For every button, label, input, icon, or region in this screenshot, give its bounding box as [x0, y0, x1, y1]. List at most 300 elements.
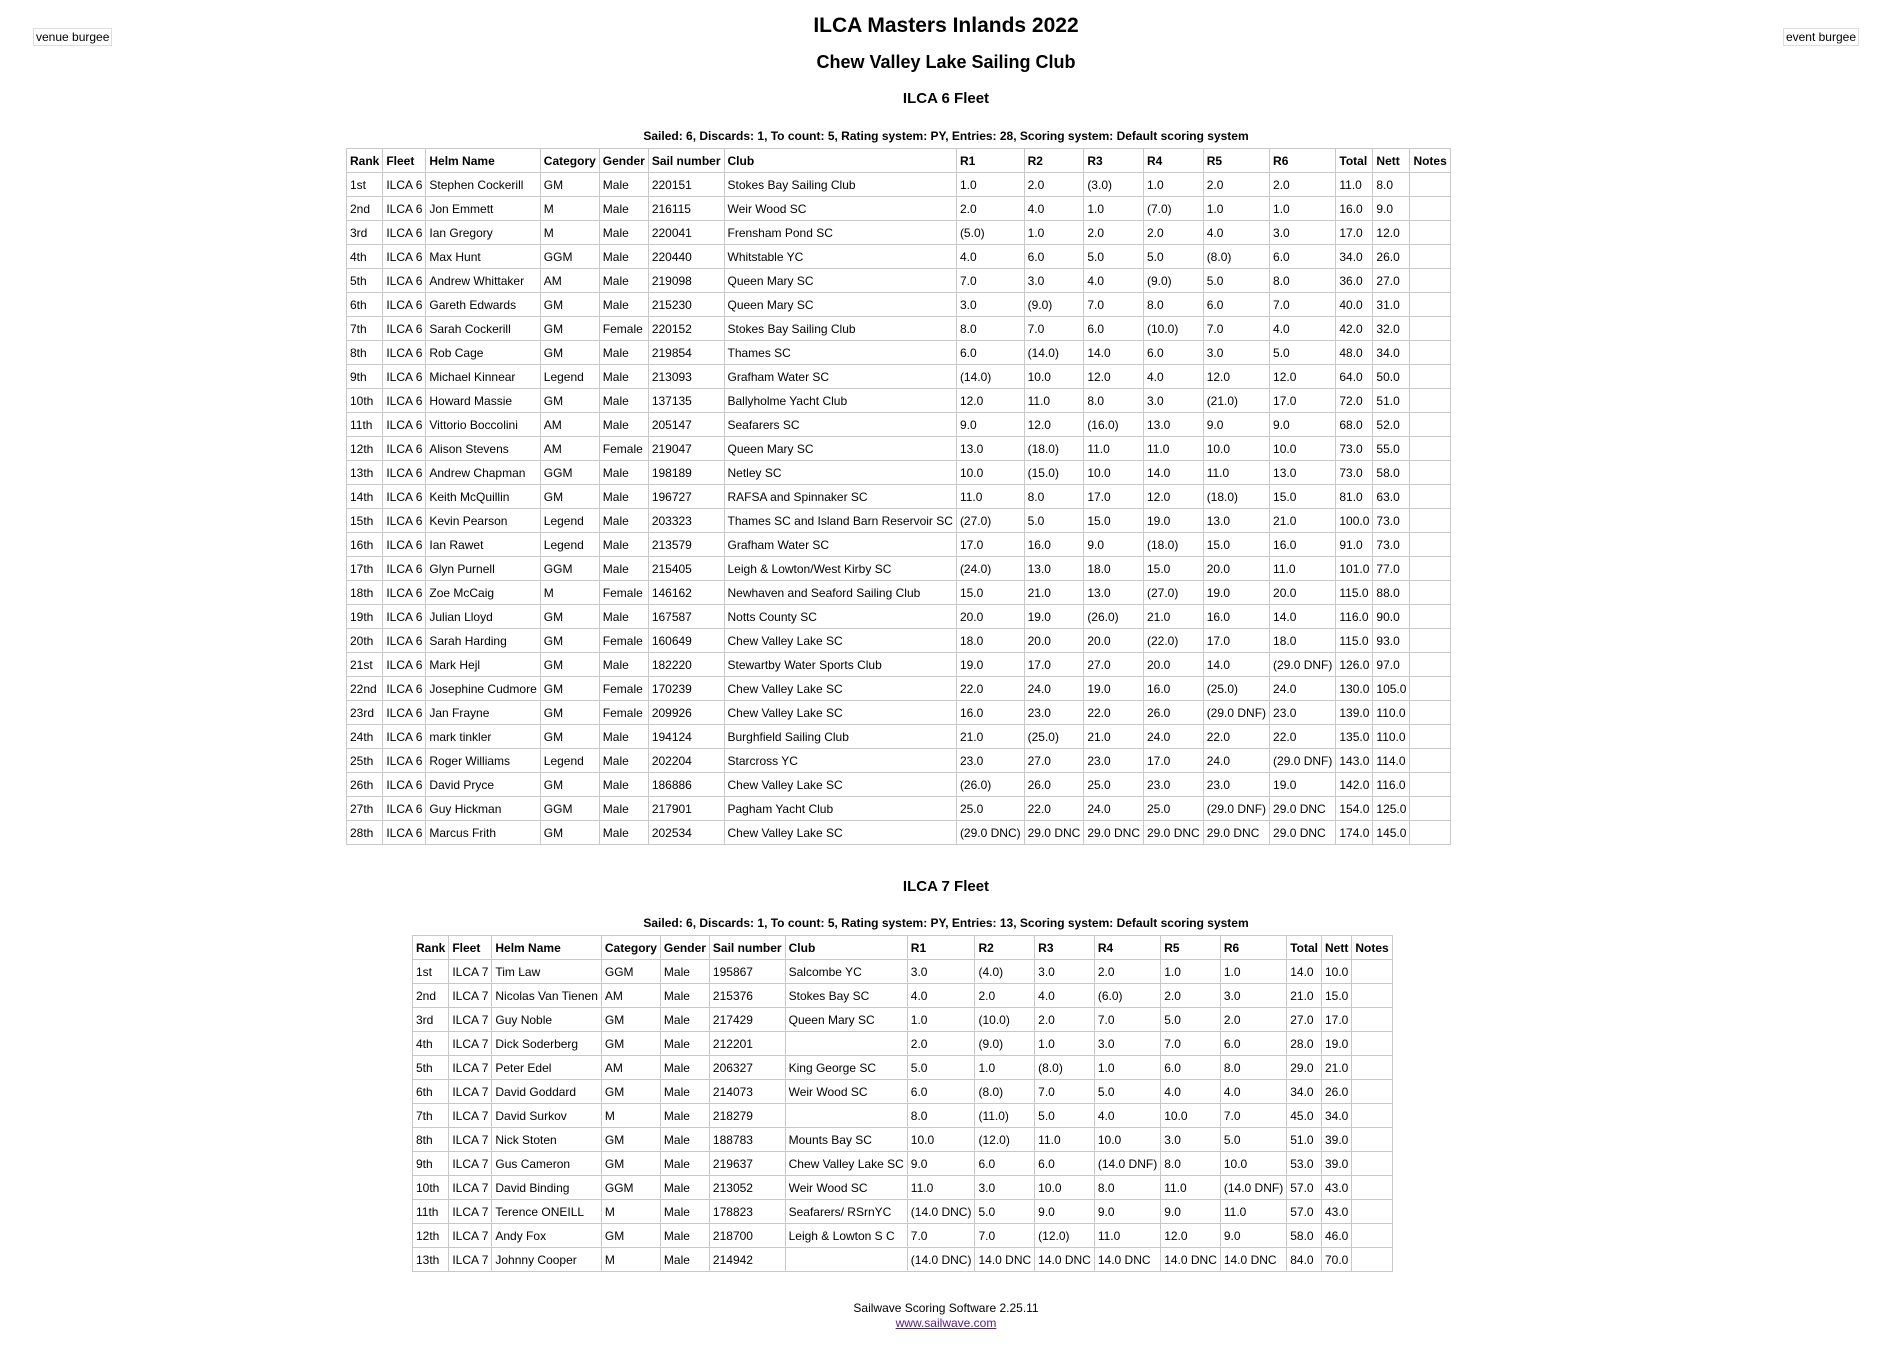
table-cell: 11.0: [1084, 437, 1144, 461]
table-cell: Male: [660, 1152, 709, 1176]
table-cell: Roger Williams: [426, 749, 540, 773]
table-cell: 2.0: [1270, 173, 1336, 197]
table-cell: Stokes Bay Sailing Club: [724, 317, 956, 341]
table-cell: Male: [599, 485, 648, 509]
table-row: [347, 485, 1451, 509]
table-cell: (11.0): [975, 1104, 1035, 1128]
table-cell: 219854: [648, 341, 724, 365]
table-cell: 9.0: [1035, 1200, 1095, 1224]
table-cell: [1410, 749, 1450, 773]
table-cell: 10th: [347, 389, 383, 413]
table-cell: 7th: [413, 1104, 449, 1128]
table-cell: 48.0: [1336, 341, 1373, 365]
table-cell: 11.0: [1203, 461, 1269, 485]
table-cell: Grafham Water SC: [724, 533, 956, 557]
table-cell: Alison Stevens: [426, 437, 540, 461]
table-cell: AM: [540, 413, 599, 437]
footer-software: Sailwave Scoring Software 2.25.11: [853, 1301, 1039, 1315]
table-cell: 21.0: [1270, 509, 1336, 533]
table-cell: 8.0: [956, 317, 1024, 341]
table-cell: 18.0: [1270, 629, 1336, 653]
table-cell: Male: [599, 605, 648, 629]
table-cell: GGM: [540, 461, 599, 485]
table-cell: Notts County SC: [724, 605, 956, 629]
table-cell: (26.0): [1084, 605, 1144, 629]
table-cell: 19.0: [1144, 509, 1204, 533]
table-cell: Ian Gregory: [426, 221, 540, 245]
table-cell: (29.0 DNF): [1203, 797, 1269, 821]
table-cell: 22.0: [1270, 725, 1336, 749]
table-cell: GM: [540, 173, 599, 197]
table-cell: (29.0 DNF): [1270, 749, 1336, 773]
sailwave-link[interactable]: www.sailwave.com: [895, 1316, 997, 1330]
table-cell: 84.0: [1287, 1248, 1322, 1272]
table-cell: Male: [599, 533, 648, 557]
fleet7-title: ILCA 7 Fleet: [902, 878, 990, 895]
table-cell: 24.0: [1084, 797, 1144, 821]
table-cell: 130.0: [1336, 677, 1373, 701]
table-cell: Male: [599, 269, 648, 293]
table-cell: Female: [599, 437, 648, 461]
table-cell: 7.0: [975, 1224, 1035, 1248]
table-cell: 1.0: [975, 1056, 1035, 1080]
table-cell: ILCA 6: [383, 821, 426, 845]
table-row: [347, 365, 1451, 389]
table-cell: 11.0: [1035, 1128, 1095, 1152]
table-cell: (18.0): [1024, 437, 1084, 461]
table-cell: 12.0: [1203, 365, 1269, 389]
table-cell: Terence ONEILL: [492, 1200, 602, 1224]
table-cell: Male: [599, 245, 648, 269]
table-cell: [1410, 437, 1450, 461]
table-cell: 6.0: [1203, 293, 1269, 317]
table-cell: ILCA 6: [383, 557, 426, 581]
table-cell: Thames SC: [724, 341, 956, 365]
table-cell: Queen Mary SC: [724, 269, 956, 293]
column-header: R4: [1094, 936, 1160, 960]
table-cell: Queen Mary SC: [785, 1008, 907, 1032]
table-cell: 219047: [648, 437, 724, 461]
table-cell: 18.0: [956, 629, 1024, 653]
table-cell: Stephen Cockerill: [426, 173, 540, 197]
table-row: [347, 797, 1451, 821]
table-cell: Ian Rawet: [426, 533, 540, 557]
table-cell: Male: [599, 557, 648, 581]
table-cell: Male: [599, 749, 648, 773]
column-header: Gender: [599, 149, 648, 173]
table-cell: [1352, 960, 1392, 984]
table-cell: GM: [540, 341, 599, 365]
table-cell: 93.0: [1373, 629, 1410, 653]
table-cell: Chew Valley Lake SC: [724, 629, 956, 653]
table-cell: 2.0: [1094, 960, 1160, 984]
table-cell: 17.0: [1322, 1008, 1352, 1032]
table-cell: 15.0: [1203, 533, 1269, 557]
table-cell: ILCA 6: [383, 605, 426, 629]
table-cell: Male: [599, 173, 648, 197]
table-cell: Sarah Harding: [426, 629, 540, 653]
table-cell: 8.0: [1161, 1152, 1221, 1176]
table-cell: 6.0: [1024, 245, 1084, 269]
table-cell: [1410, 485, 1450, 509]
table-cell: 14.0 DNC: [1220, 1248, 1286, 1272]
table-cell: 19.0: [1270, 773, 1336, 797]
table-cell: 125.0: [1373, 797, 1410, 821]
table-cell: 12th: [347, 437, 383, 461]
table-cell: [1410, 653, 1450, 677]
table-cell: Legend: [540, 365, 599, 389]
table-cell: ILCA 6: [383, 245, 426, 269]
table-cell: 40.0: [1336, 293, 1373, 317]
table-cell: GM: [540, 293, 599, 317]
table-cell: ILCA 7: [449, 1032, 492, 1056]
table-cell: 43.0: [1322, 1176, 1352, 1200]
table-cell: 5th: [413, 1056, 449, 1080]
table-cell: 15.0: [956, 581, 1024, 605]
table-cell: M: [540, 197, 599, 221]
table-cell: [1410, 389, 1450, 413]
table-cell: Male: [660, 1248, 709, 1272]
table-cell: (22.0): [1144, 629, 1204, 653]
column-header: R3: [1084, 149, 1144, 173]
table-cell: 13.0: [1084, 581, 1144, 605]
table-cell: M: [540, 221, 599, 245]
table-cell: (24.0): [956, 557, 1024, 581]
table-cell: 1.0: [1035, 1032, 1095, 1056]
table-cell: 72.0: [1336, 389, 1373, 413]
table-cell: 5.0: [1144, 245, 1204, 269]
table-row: [413, 1152, 1393, 1176]
table-cell: 146162: [648, 581, 724, 605]
table-cell: ILCA 7: [449, 1200, 492, 1224]
table-cell: 8.0: [1084, 389, 1144, 413]
table-cell: Grafham Water SC: [724, 365, 956, 389]
table-header-row: [347, 149, 1451, 173]
table-cell: 36.0: [1336, 269, 1373, 293]
table-cell: 4.0: [1270, 317, 1336, 341]
table-cell: 9.0: [1094, 1200, 1160, 1224]
table-cell: GM: [601, 1152, 660, 1176]
table-cell: 23.0: [956, 749, 1024, 773]
table-cell: 20.0: [1203, 557, 1269, 581]
table-cell: Tim Law: [492, 960, 602, 984]
table-cell: 10.0: [1035, 1176, 1095, 1200]
column-header: Category: [601, 936, 660, 960]
table-cell: Mounts Bay SC: [785, 1128, 907, 1152]
column-header: Sail number: [648, 149, 724, 173]
column-header: Category: [540, 149, 599, 173]
table-cell: 206327: [709, 1056, 785, 1080]
table-cell: 198189: [648, 461, 724, 485]
table-cell: ILCA 6: [383, 293, 426, 317]
table-cell: Legend: [540, 749, 599, 773]
table-cell: 196727: [648, 485, 724, 509]
fleet7-summary: Sailed: 6, Discards: 1, To count: 5, Rating system: PY, Entries: 13, Scoring system: Default scoring system: [643, 916, 1249, 930]
table-cell: ILCA 6: [383, 749, 426, 773]
table-cell: 29.0 DNC: [1270, 821, 1336, 845]
table-cell: ILCA 6: [383, 221, 426, 245]
table-cell: Dick Soderberg: [492, 1032, 602, 1056]
table-cell: ILCA 6: [383, 533, 426, 557]
table-cell: 22.0: [1024, 797, 1084, 821]
table-cell: 7.0: [1203, 317, 1269, 341]
table-cell: 110.0: [1373, 725, 1410, 749]
table-cell: mark tinkler: [426, 725, 540, 749]
table-cell: ILCA 6: [383, 653, 426, 677]
table-cell: 8.0: [1373, 173, 1410, 197]
table-cell: M: [540, 581, 599, 605]
table-cell: 27.0: [1024, 749, 1084, 773]
table-cell: Netley SC: [724, 461, 956, 485]
table-cell: 9.0: [1203, 413, 1269, 437]
table-cell: 17.0: [1144, 749, 1204, 773]
table-cell: David Binding: [492, 1176, 602, 1200]
table-cell: 1.0: [1024, 221, 1084, 245]
table-cell: 11th: [413, 1200, 449, 1224]
table-cell: [785, 1032, 907, 1056]
table-cell: 11.0: [956, 485, 1024, 509]
column-header: R6: [1220, 936, 1286, 960]
table-cell: (14.0 DNC): [907, 1200, 975, 1224]
column-header: R1: [907, 936, 975, 960]
table-cell: M: [601, 1248, 660, 1272]
table-row: [413, 1176, 1393, 1200]
table-cell: [1410, 581, 1450, 605]
table-cell: 12.0: [1270, 365, 1336, 389]
column-header: Rank: [347, 149, 383, 173]
table-cell: (8.0): [1203, 245, 1269, 269]
table-cell: GGM: [601, 1176, 660, 1200]
table-cell: 3.0: [956, 293, 1024, 317]
table-cell: (16.0): [1084, 413, 1144, 437]
table-cell: AM: [601, 984, 660, 1008]
table-cell: ILCA 6: [383, 629, 426, 653]
table-cell: 3.0: [1035, 960, 1095, 984]
table-cell: (6.0): [1094, 984, 1160, 1008]
table-cell: ILCA 7: [449, 1176, 492, 1200]
table-cell: 19.0: [1203, 581, 1269, 605]
table-cell: 6.0: [907, 1080, 975, 1104]
table-header-row: [413, 936, 1393, 960]
table-cell: 27th: [347, 797, 383, 821]
column-header: Nett: [1373, 149, 1410, 173]
table-cell: 3rd: [413, 1008, 449, 1032]
table-cell: 45.0: [1287, 1104, 1322, 1128]
table-row: [413, 960, 1393, 984]
table-cell: 115.0: [1336, 629, 1373, 653]
table-cell: 9.0: [1161, 1200, 1221, 1224]
table-cell: Frensham Pond SC: [724, 221, 956, 245]
table-cell: [1352, 1032, 1392, 1056]
table-cell: Whitstable YC: [724, 245, 956, 269]
table-cell: 217429: [709, 1008, 785, 1032]
table-cell: Male: [660, 1008, 709, 1032]
table-cell: 24.0: [1144, 725, 1204, 749]
table-cell: 218700: [709, 1224, 785, 1248]
table-cell: 11.0: [907, 1176, 975, 1200]
table-cell: ILCA 6: [383, 269, 426, 293]
table-cell: 4.0: [907, 984, 975, 1008]
table-row: [347, 461, 1451, 485]
table-cell: Andrew Chapman: [426, 461, 540, 485]
table-cell: 46.0: [1322, 1224, 1352, 1248]
table-cell: (29.0 DNC): [956, 821, 1024, 845]
table-cell: 11.0: [1220, 1200, 1286, 1224]
table-cell: 3.0: [1094, 1032, 1160, 1056]
table-cell: (27.0): [956, 509, 1024, 533]
table-cell: GM: [540, 653, 599, 677]
table-cell: 9.0: [1373, 197, 1410, 221]
table-cell: Burghfield Sailing Club: [724, 725, 956, 749]
table-cell: Male: [599, 413, 648, 437]
table-cell: Stokes Bay Sailing Club: [724, 173, 956, 197]
table-cell: 6.0: [1161, 1056, 1221, 1080]
table-cell: 24th: [347, 725, 383, 749]
table-cell: (18.0): [1144, 533, 1204, 557]
table-row: [413, 1224, 1393, 1248]
table-cell: 13.0: [1270, 461, 1336, 485]
table-row: [347, 341, 1451, 365]
table-cell: GM: [540, 389, 599, 413]
table-cell: 219098: [648, 269, 724, 293]
venue-burgee: venue burgee: [33, 28, 112, 46]
table-cell: 14.0 DNC: [1035, 1248, 1095, 1272]
table-cell: Johnny Cooper: [492, 1248, 602, 1272]
table-cell: Kevin Pearson: [426, 509, 540, 533]
column-header: Total: [1287, 936, 1322, 960]
table-cell: 213579: [648, 533, 724, 557]
table-cell: 17.0: [1270, 389, 1336, 413]
table-cell: (26.0): [956, 773, 1024, 797]
table-cell: ILCA 6: [383, 581, 426, 605]
table-cell: Male: [599, 797, 648, 821]
table-row: [413, 1200, 1393, 1224]
table-cell: 42.0: [1336, 317, 1373, 341]
table-cell: 202204: [648, 749, 724, 773]
table-cell: 7.0: [1035, 1080, 1095, 1104]
table-cell: (4.0): [975, 960, 1035, 984]
table-cell: 73.0: [1373, 509, 1410, 533]
table-cell: 23.0: [1024, 701, 1084, 725]
table-cell: Male: [660, 960, 709, 984]
table-cell: Female: [599, 629, 648, 653]
table-cell: 4.0: [1084, 269, 1144, 293]
table-cell: 6.0: [975, 1152, 1035, 1176]
table-cell: 101.0: [1336, 557, 1373, 581]
table-cell: [1410, 413, 1450, 437]
table-cell: GM: [540, 773, 599, 797]
table-cell: 2.0: [956, 197, 1024, 221]
table-cell: 11.0: [1144, 437, 1204, 461]
table-row: [347, 221, 1451, 245]
table-cell: 13th: [347, 461, 383, 485]
table-cell: Leigh & Lowton S C: [785, 1224, 907, 1248]
table-cell: 12.0: [1144, 485, 1204, 509]
table-cell: 154.0: [1336, 797, 1373, 821]
table-cell: 142.0: [1336, 773, 1373, 797]
table-cell: (27.0): [1144, 581, 1204, 605]
table-row: [413, 1080, 1393, 1104]
table-cell: Male: [599, 341, 648, 365]
table-cell: 218279: [709, 1104, 785, 1128]
table-cell: 3.0: [1270, 221, 1336, 245]
fleet6-summary: Sailed: 6, Discards: 1, To count: 5, Rating system: PY, Entries: 28, Scoring system: Default scoring system: [643, 129, 1249, 143]
table-cell: (14.0 DNF): [1220, 1176, 1286, 1200]
table-cell: ILCA 7: [449, 1152, 492, 1176]
table-cell: 3rd: [347, 221, 383, 245]
table-cell: 23.0: [1084, 749, 1144, 773]
table-cell: ILCA 6: [383, 197, 426, 221]
table-cell: 8.0: [1094, 1176, 1160, 1200]
table-cell: 116.0: [1373, 773, 1410, 797]
table-cell: ILCA 7: [449, 1104, 492, 1128]
table-cell: Male: [660, 1200, 709, 1224]
table-cell: 73.0: [1336, 461, 1373, 485]
table-cell: 3.0: [1220, 984, 1286, 1008]
table-cell: 25.0: [956, 797, 1024, 821]
column-header: R1: [956, 149, 1024, 173]
table-cell: 1.0: [1094, 1056, 1160, 1080]
table-cell: 29.0 DNC: [1270, 797, 1336, 821]
table-cell: 100.0: [1336, 509, 1373, 533]
table-cell: Male: [660, 1176, 709, 1200]
table-cell: [1410, 533, 1450, 557]
table-cell: 21st: [347, 653, 383, 677]
table-cell: 3.0: [1144, 389, 1204, 413]
table-cell: 6.0: [1270, 245, 1336, 269]
table-cell: 12.0: [1084, 365, 1144, 389]
table-cell: Weir Wood SC: [724, 197, 956, 221]
column-header: R2: [1024, 149, 1084, 173]
table-cell: Female: [599, 317, 648, 341]
table-cell: 6.0: [1084, 317, 1144, 341]
table-cell: 145.0: [1373, 821, 1410, 845]
table-cell: 14.0: [1144, 461, 1204, 485]
column-header: Fleet: [383, 149, 426, 173]
table-cell: Michael Kinnear: [426, 365, 540, 389]
table-cell: 22.0: [1203, 725, 1269, 749]
table-cell: Male: [599, 197, 648, 221]
table-cell: 2.0: [1084, 221, 1144, 245]
table-cell: ILCA 7: [449, 1128, 492, 1152]
table-cell: 2nd: [347, 197, 383, 221]
table-cell: (15.0): [1024, 461, 1084, 485]
table-cell: [1410, 173, 1450, 197]
table-cell: Weir Wood SC: [785, 1176, 907, 1200]
table-cell: [1352, 984, 1392, 1008]
table-cell: 29.0 DNC: [1203, 821, 1269, 845]
table-cell: 220152: [648, 317, 724, 341]
table-cell: 14.0: [1203, 653, 1269, 677]
table-cell: 17.0: [1336, 221, 1373, 245]
column-header: Fleet: [449, 936, 492, 960]
table-cell: Male: [599, 725, 648, 749]
table-cell: 91.0: [1336, 533, 1373, 557]
table-cell: 214942: [709, 1248, 785, 1272]
column-header: R4: [1144, 149, 1204, 173]
fleet6-results-table: [346, 148, 1451, 845]
table-cell: 167587: [648, 605, 724, 629]
table-cell: 77.0: [1373, 557, 1410, 581]
column-header: Helm Name: [426, 149, 540, 173]
table-cell: 8th: [413, 1128, 449, 1152]
table-row: [347, 629, 1451, 653]
table-cell: 55.0: [1373, 437, 1410, 461]
table-row: [347, 245, 1451, 269]
table-cell: 29.0: [1287, 1056, 1322, 1080]
table-cell: 9.0: [907, 1152, 975, 1176]
table-cell: [1352, 1056, 1392, 1080]
